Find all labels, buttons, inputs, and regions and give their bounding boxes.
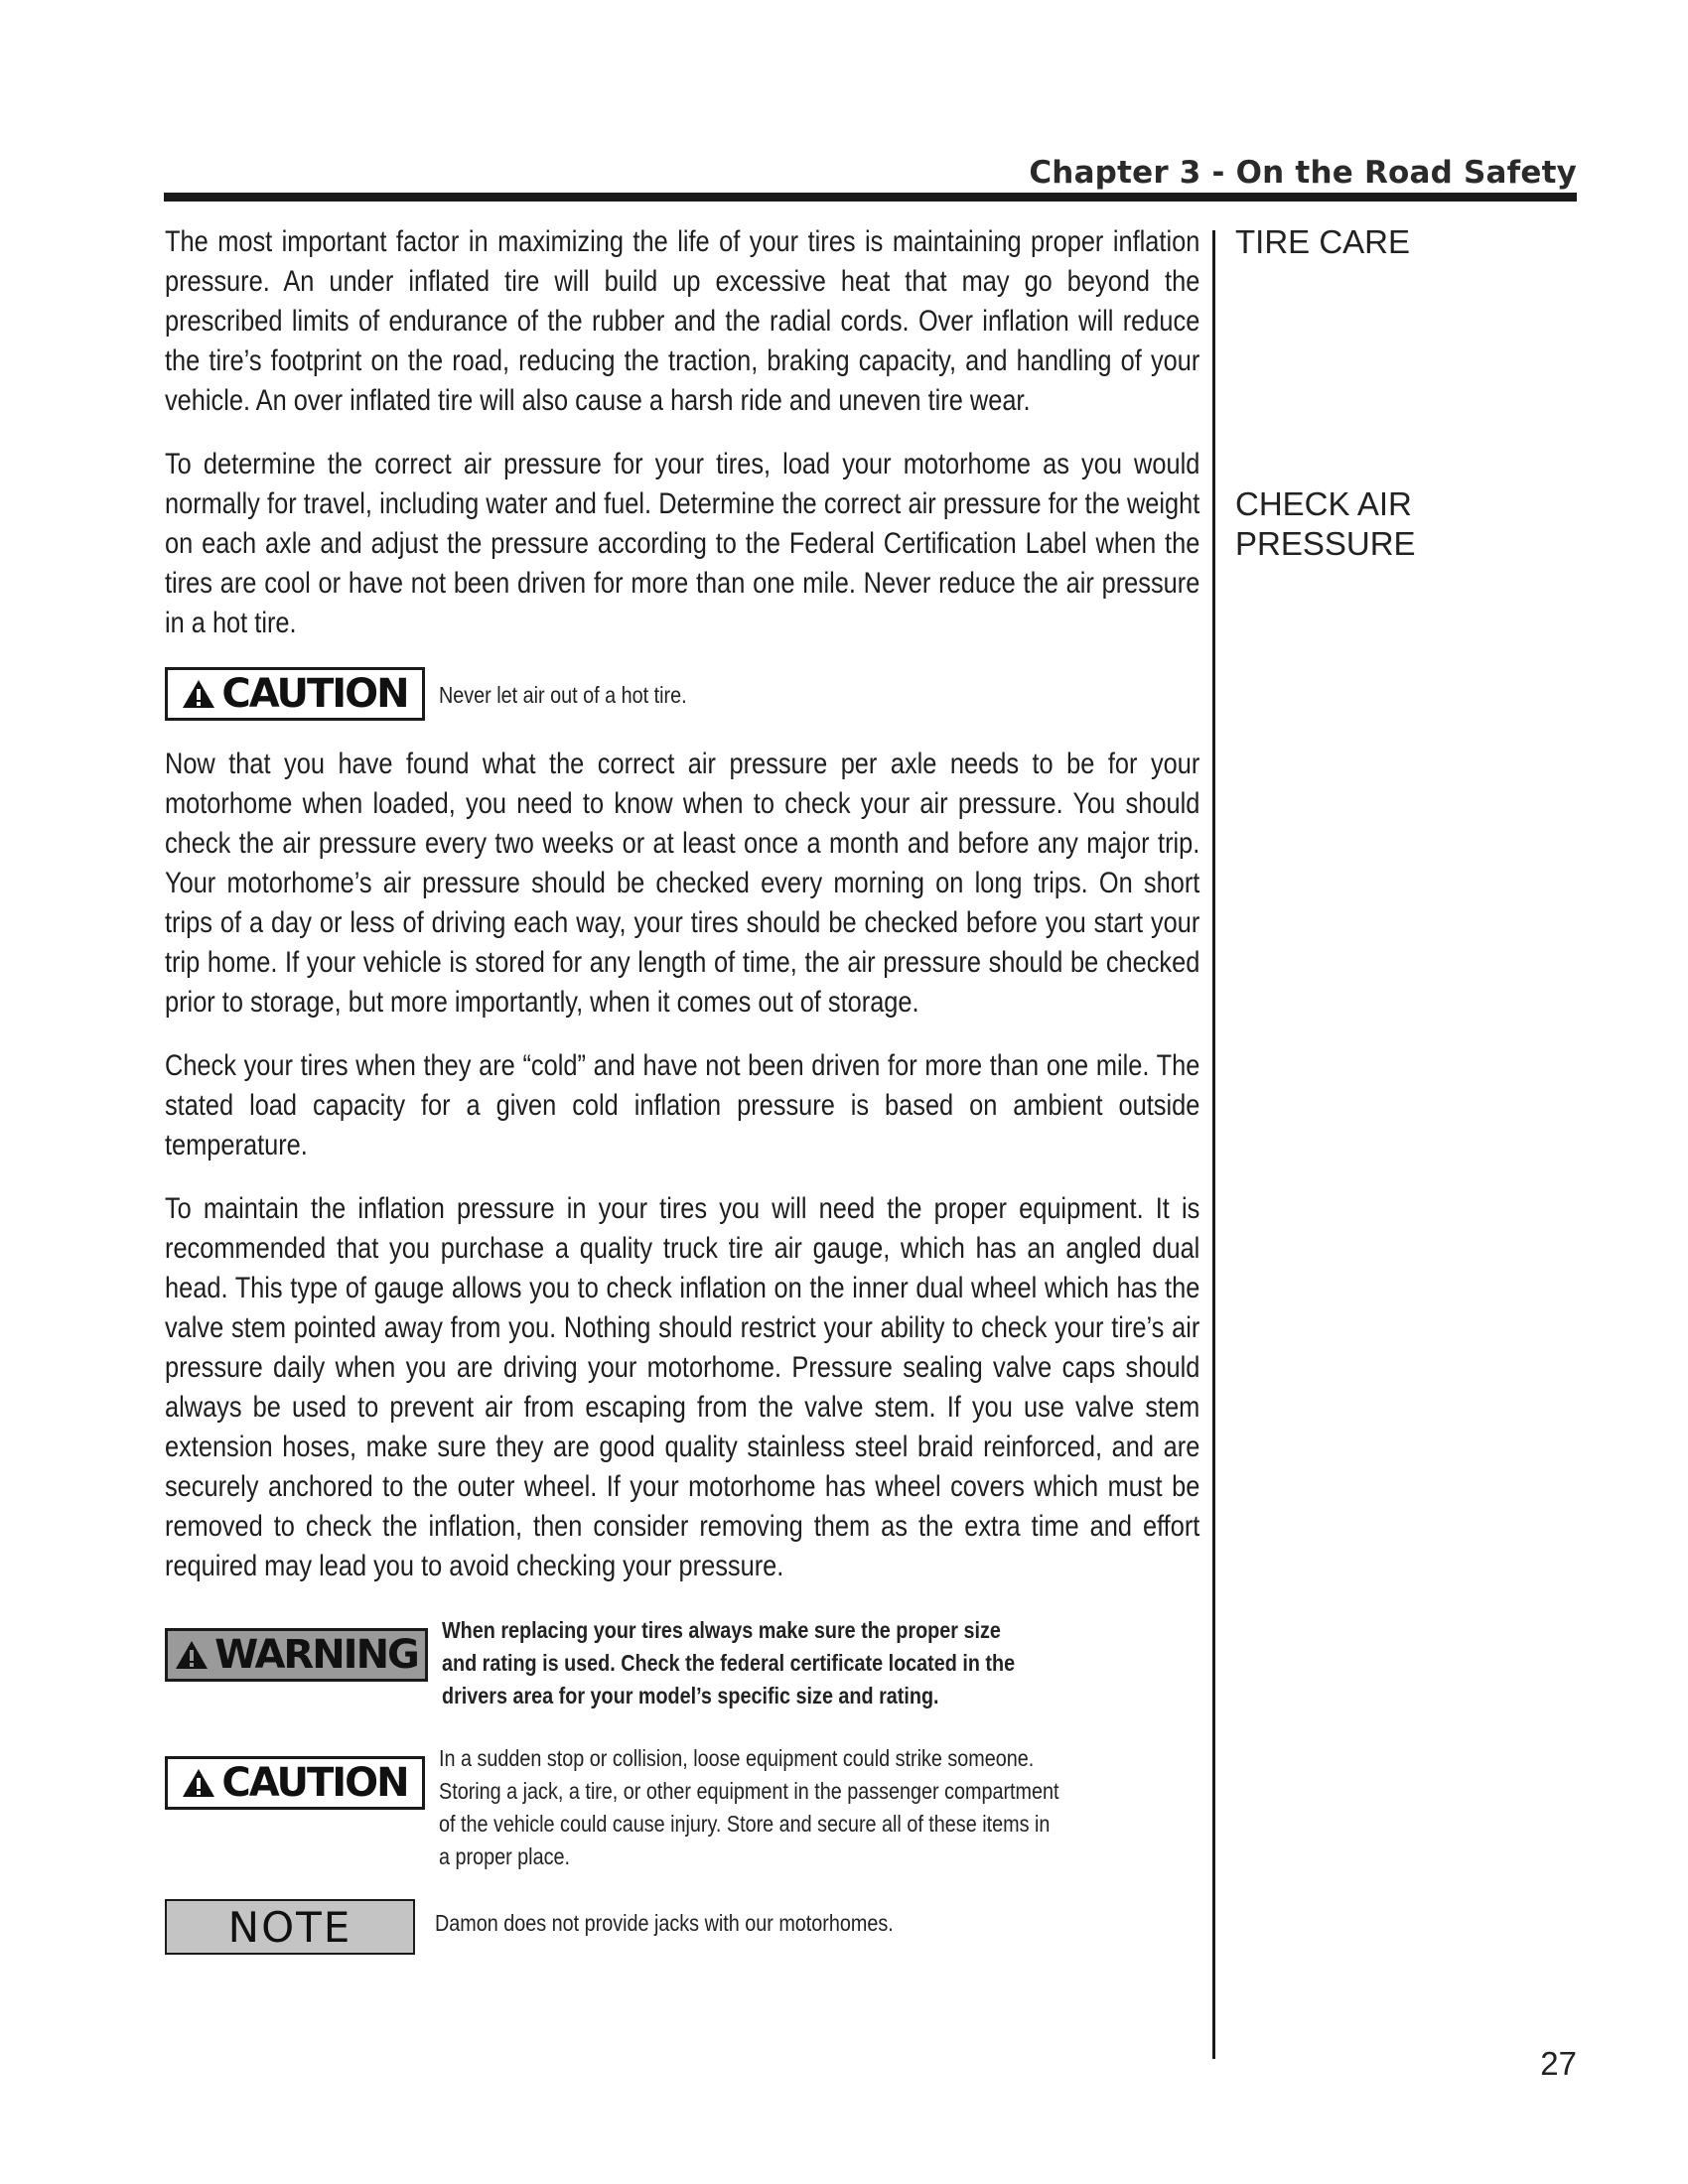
sidebar-heading-check-air-pressure xyxy=(1235,484,1553,564)
paragraph-when-to-check: Now that you have found what the correct air pressure per axle needs to be for your motorhome when loaded, you need to know when to check your air pressure. You should check the air pressure every two weeks or at least once a month and before any major trip. Your motorhome’s air pressure should be checked every morning on long trips. On short trips of a day or less of driving each way, your tires should be checked before you start your trip home. If your vehicle is stored for any length of time, the air pressure should be checked prior to storage, but more importantly, when it comes out of storage. xyxy=(165,748,1200,1019)
note-badge xyxy=(165,1899,415,1955)
paragraph-check-air-pressure: To determine the correct air pressure for your tires, load your motorhome as you would normally for travel, including water and fuel. Determine the correct air pressure for the weight on each axle and adjust the pressure according to the Federal Certification Label when the tires are cool or have not been driven for more than one mile. Never reduce the air pressure in a hot tire. xyxy=(165,448,1200,639)
caution-badge xyxy=(165,1756,425,1810)
warning-triangle-icon xyxy=(175,1640,209,1670)
sidebar-heading-line1: CHECK AIR xyxy=(1235,485,1412,522)
paragraph-cold-tires: Check your tires when they are “cold” and have not been driven for more than one mile. The stated load capacity for a given cold inflation pressure is based on ambient outside temperature. xyxy=(165,1049,1200,1161)
page-number: 27 xyxy=(1540,2045,1577,2082)
warning-triangle-icon xyxy=(182,679,215,709)
note-text: Damon does not provide jacks with our motorhomes. xyxy=(435,1910,894,1936)
sidebar-heading-line2: PRESSURE xyxy=(1235,525,1416,562)
caution-label: CAUTION xyxy=(221,671,408,717)
warning-badge xyxy=(165,1628,428,1682)
warning-text: When replacing your tires always make sure the proper size and rating is used. Check the federal certificate located in the drivers area for your model’s specific size and rating. xyxy=(442,1617,1016,1708)
chapter-title: Chapter 3 - On the Road Safety xyxy=(1029,155,1577,191)
column-divider xyxy=(1212,230,1215,2059)
note-label: NOTE xyxy=(227,1902,352,1952)
caution-label: CAUTION xyxy=(221,1760,408,1806)
caution-badge xyxy=(165,667,425,721)
header-rule xyxy=(164,193,1577,202)
paragraph-tire-care: The most important factor in maximizing the life of your tires is maintaining proper inflation pressure. An under inflated tire will build up excessive heat that may go beyond the prescribed limits of endurance of the rubber and the radial cords. Over inflation will reduce the tire’s footprint on the road, reducing the traction, braking capacity, and handling of your vehicle. An over inflated tire will also cause a harsh ride and uneven tire wear. xyxy=(165,225,1200,417)
main-column xyxy=(165,222,1199,1979)
warning-label: WARNING xyxy=(214,1632,418,1678)
caution-notice-equipment xyxy=(165,1742,1199,1873)
caution-notice xyxy=(165,667,1199,721)
warning-triangle-icon xyxy=(182,1768,215,1798)
paragraph-equipment: To maintain the inflation pressure in your tires you will need the proper equipment. It is recommended that you purchase a quality truck tire air gauge, which has an angled dual head. This type of gauge allows you to check inflation on the inner dual wheel which has the valve stem pointed away from you. Nothing should restrict your ability to check your tire’s air pressure daily when you are driving your motorhome. Pressure sealing valve caps should always be used to prevent air from escaping from the valve stem. If you use valve stem extension hoses, make sure they are good quality stainless steel braid reinforced, and are securely anchored to the outer wheel. If your motorhome has wheel covers which must be removed to check the inflation, then consider removing them as the extra time and effort required may lead you to avoid checking your pressure. xyxy=(165,1192,1200,1582)
caution-equipment-text: In a sudden stop or collision, loose equipment could strike someone. Storing a jack, a tire, or other equipment in the passenger compartment of the vehicle could cause injury. Store and secure all of these items in a proper place. xyxy=(439,1745,1059,1869)
note-notice xyxy=(165,1899,1199,1955)
sidebar-heading-tire-care: TIRE CARE xyxy=(1235,223,1411,260)
warning-notice xyxy=(165,1614,1199,1712)
caution-text: Never let air out of a hot tire. xyxy=(439,682,687,708)
